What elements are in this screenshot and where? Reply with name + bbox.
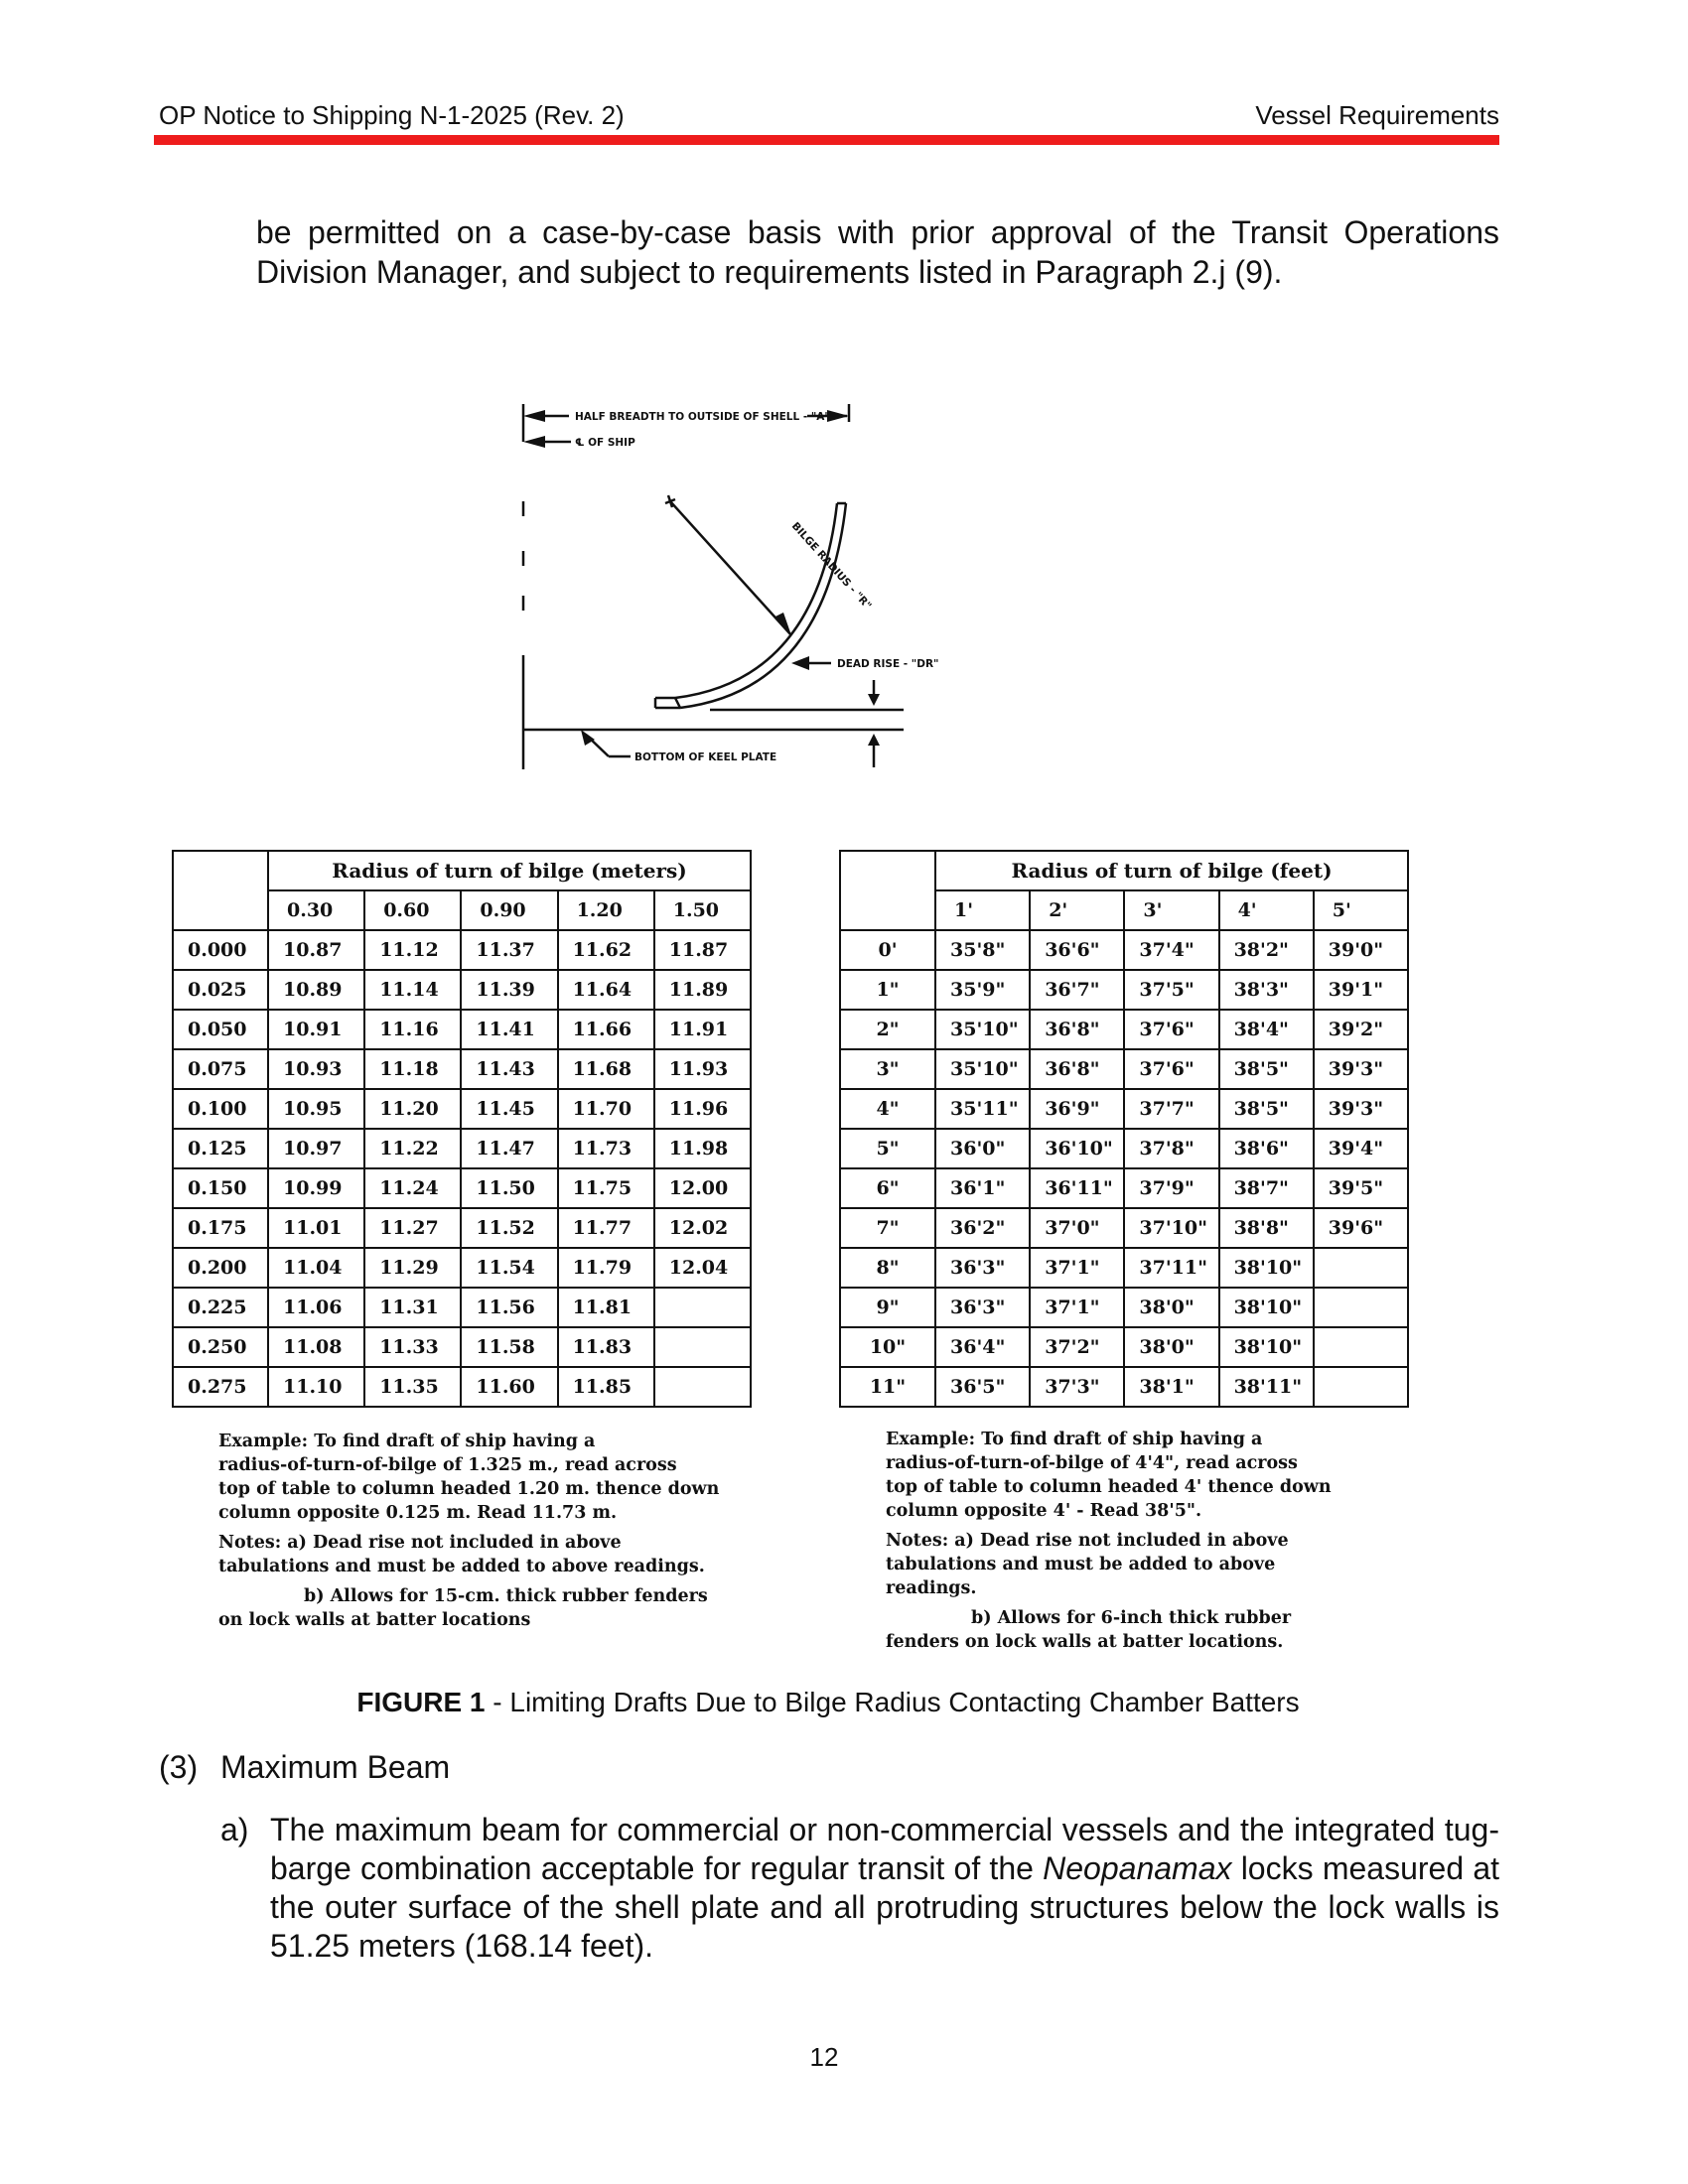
meters-draft-value: 11.04	[268, 1248, 364, 1288]
meters-table-row	[173, 1288, 751, 1327]
feet-column-header: 2'	[1030, 890, 1124, 930]
feet-draft-value: 39'3"	[1314, 1089, 1408, 1129]
meters-row-label: 0.150	[173, 1168, 268, 1208]
header-section-title: Vessel Requirements	[1255, 100, 1499, 130]
meters-table-row	[173, 970, 751, 1010]
meters-draft-value: 11.14	[364, 970, 461, 1010]
figure-label: FIGURE 1	[356, 1687, 486, 1717]
feet-corner-cell	[840, 851, 935, 890]
meters-draft-value: 11.29	[364, 1248, 461, 1288]
meters-draft-value: 11.08	[268, 1327, 364, 1367]
meters-draft-value: 11.31	[364, 1288, 461, 1327]
meters-table-row	[173, 930, 751, 970]
feet-draft-value: 39'2"	[1314, 1010, 1408, 1049]
meters-example-line: radius-of-turn-of-bilge of 1.325 m., read across	[218, 1455, 677, 1475]
feet-draft-value: 38'4"	[1219, 1010, 1314, 1049]
meters-draft-value: 11.16	[364, 1010, 461, 1049]
feet-draft-value: 37'6"	[1124, 1010, 1218, 1049]
feet-row-label: 9"	[840, 1288, 935, 1327]
meters-table-row	[173, 1248, 751, 1288]
meters-draft-value: 11.06	[268, 1288, 364, 1327]
feet-draft-value: 37'5"	[1124, 970, 1218, 1010]
feet-draft-value: 38'6"	[1219, 1129, 1314, 1168]
feet-draft-value: 35'11"	[935, 1089, 1030, 1129]
meters-column-header: 1.50	[654, 890, 751, 930]
meters-notes-a	[218, 1531, 814, 1578]
meters-draft-value: 10.97	[268, 1129, 364, 1168]
meters-draft-value: 11.79	[558, 1248, 654, 1288]
feet-row-label: 7"	[840, 1208, 935, 1248]
feet-table-row	[840, 1288, 1408, 1327]
feet-draft-value: 37'11"	[1124, 1248, 1218, 1288]
bilge-radius-diagram	[511, 392, 1067, 789]
meters-draft-value: 11.52	[461, 1208, 557, 1248]
paragraph-a	[220, 1811, 1499, 1966]
feet-draft-value	[1314, 1327, 1408, 1367]
meters-row-label: 0.250	[173, 1327, 268, 1367]
feet-draft-value: 38'11"	[1219, 1367, 1314, 1407]
meters-draft-value: 11.01	[268, 1208, 364, 1248]
meters-draft-value: 11.77	[558, 1208, 654, 1248]
meters-row-label: 0.175	[173, 1208, 268, 1248]
feet-header-row	[840, 890, 1408, 930]
meters-draft-value	[654, 1327, 751, 1367]
section-number: (3)	[159, 1749, 199, 1785]
paragraph-a-text-2: locks measured at the outer surface of the shell plate and all protruding structures below the lock walls is 51.25 meters (168.14 feet).	[270, 1850, 1500, 1964]
meters-draft-value: 11.89	[654, 970, 751, 1010]
meters-draft-value: 11.81	[558, 1288, 654, 1327]
feet-column-header: 1'	[935, 890, 1030, 930]
header-rule	[154, 135, 1499, 145]
paragraph-a-italic: Neopanamax	[1043, 1850, 1232, 1886]
feet-note-line: readings.	[886, 1578, 977, 1598]
meters-draft-value: 11.39	[461, 970, 557, 1010]
feet-row-label: 6"	[840, 1168, 935, 1208]
feet-draft-value: 38'5"	[1219, 1089, 1314, 1129]
feet-row-label: 5"	[840, 1129, 935, 1168]
feet-draft-value: 36'11"	[1030, 1168, 1124, 1208]
feet-table-row	[840, 1367, 1408, 1407]
meters-header-row	[173, 890, 751, 930]
dead-rise-label: DEAD RISE - "DR"	[837, 658, 939, 670]
feet-draft-value: 36'0"	[935, 1129, 1030, 1168]
feet-draft-value: 35'8"	[935, 930, 1030, 970]
feet-title-row	[840, 851, 1408, 890]
feet-draft-value: 35'10"	[935, 1049, 1030, 1089]
meters-draft-value: 12.00	[654, 1168, 751, 1208]
feet-column-header: 3'	[1124, 890, 1218, 930]
meters-row-label: 0.275	[173, 1367, 268, 1407]
meters-draft-value: 11.22	[364, 1129, 461, 1168]
feet-draft-value	[1314, 1288, 1408, 1327]
meters-draft-value: 11.18	[364, 1049, 461, 1089]
meters-draft-value	[654, 1288, 751, 1327]
feet-note-line: Notes: a) Dead rise not included in above	[886, 1531, 1289, 1551]
meters-draft-value: 11.85	[558, 1367, 654, 1407]
feet-row-label: 10"	[840, 1327, 935, 1367]
meters-column-header: 1.20	[558, 890, 654, 930]
feet-draft-value: 37'1"	[1030, 1288, 1124, 1327]
feet-table-title: Radius of turn of bilge (feet)	[935, 851, 1408, 890]
feet-table-row	[840, 970, 1408, 1010]
feet-table-row	[840, 1168, 1408, 1208]
meters-table-title: Radius of turn of bilge (meters)	[268, 851, 751, 890]
feet-row-label: 0'	[840, 930, 935, 970]
feet-table-row	[840, 930, 1408, 970]
feet-draft-value: 38'10"	[1219, 1327, 1314, 1367]
keel-plate-label: BOTTOM OF KEEL PLATE	[634, 751, 777, 763]
feet-row-label: 8"	[840, 1248, 935, 1288]
feet-draft-value: 37'1"	[1030, 1248, 1124, 1288]
meters-table-row	[173, 1367, 751, 1407]
meters-column-header: 0.60	[364, 890, 461, 930]
feet-draft-value	[1314, 1367, 1408, 1407]
feet-draft-value: 38'1"	[1124, 1367, 1218, 1407]
meters-draft-value: 11.70	[558, 1089, 654, 1129]
feet-draft-value: 36'3"	[935, 1288, 1030, 1327]
feet-corner-cell	[840, 890, 935, 930]
meters-column-header: 0.30	[268, 890, 364, 930]
meters-row-label: 0.050	[173, 1010, 268, 1049]
feet-draft-value: 36'8"	[1030, 1010, 1124, 1049]
intro-paragraph: be permitted on a case-by-case basis with prior approval of the Transit Operations Division Manager, and subject to requirements listed in Paragraph 2.j (9).	[256, 214, 1499, 290]
meters-draft-value: 11.10	[268, 1367, 364, 1407]
feet-draft-value: 37'10"	[1124, 1208, 1218, 1248]
meters-draft-value: 12.02	[654, 1208, 751, 1248]
meters-title-row	[173, 851, 751, 890]
meters-draft-value: 11.93	[654, 1049, 751, 1089]
bilge-radius-label: BILGE RADIUS - "R"	[788, 519, 874, 613]
meters-table-row	[173, 1208, 751, 1248]
meters-column-header: 0.90	[461, 890, 557, 930]
feet-example-line: Example: To find draft of ship having a	[886, 1430, 1263, 1449]
meters-draft-value: 10.99	[268, 1168, 364, 1208]
feet-draft-value	[1314, 1248, 1408, 1288]
feet-table-row	[840, 1129, 1408, 1168]
meters-corner-cell	[173, 851, 268, 890]
feet-row-label: 1"	[840, 970, 935, 1010]
feet-draft-value: 36'7"	[1030, 970, 1124, 1010]
meters-draft-value: 11.68	[558, 1049, 654, 1089]
meters-note-line: Notes: a) Dead rise not included in above	[218, 1533, 622, 1553]
meters-draft-value: 11.60	[461, 1367, 557, 1407]
meters-row-label: 0.025	[173, 970, 268, 1010]
meters-table-notes	[218, 1430, 814, 1632]
feet-draft-value: 38'5"	[1219, 1049, 1314, 1089]
feet-draft-value: 38'10"	[1219, 1288, 1314, 1327]
meters-draft-value: 11.43	[461, 1049, 557, 1089]
feet-draft-value: 39'3"	[1314, 1049, 1408, 1089]
meters-draft-value: 11.37	[461, 930, 557, 970]
paragraph-a-text	[270, 1811, 1499, 1966]
feet-draft-value: 38'0"	[1124, 1327, 1218, 1367]
header-document-title: OP Notice to Shipping N-1-2025 (Rev. 2)	[159, 100, 625, 130]
feet-draft-value: 36'5"	[935, 1367, 1030, 1407]
meters-note-b: b) Allows for 15-cm. thick rubber fenders	[304, 1586, 708, 1606]
feet-example-line: column opposite 4' - Read 38'5".	[886, 1501, 1202, 1521]
feet-draft-value: 39'4"	[1314, 1129, 1408, 1168]
figure-caption	[0, 1687, 1656, 1718]
feet-row-label: 3"	[840, 1049, 935, 1089]
meters-draft-value: 11.54	[461, 1248, 557, 1288]
feet-draft-table	[839, 850, 1409, 1408]
meters-draft-value: 11.87	[654, 930, 751, 970]
meters-draft-value: 11.98	[654, 1129, 751, 1168]
feet-table-row	[840, 1248, 1408, 1288]
feet-draft-value: 39'1"	[1314, 970, 1408, 1010]
feet-draft-value: 37'0"	[1030, 1208, 1124, 1248]
meters-draft-value: 11.12	[364, 930, 461, 970]
centerline-label: ℄ OF SHIP	[575, 437, 635, 449]
feet-draft-value: 36'3"	[935, 1248, 1030, 1288]
feet-note-b: b) Allows for 6-inch thick rubber	[971, 1608, 1292, 1628]
feet-draft-value: 39'6"	[1314, 1208, 1408, 1248]
meters-draft-value: 11.91	[654, 1010, 751, 1049]
feet-draft-value: 37'6"	[1124, 1049, 1218, 1089]
feet-table-row	[840, 1049, 1408, 1089]
meters-example-line: column opposite 0.125 m. Read 11.73 m.	[218, 1503, 618, 1523]
meters-draft-value: 11.64	[558, 970, 654, 1010]
feet-draft-value: 37'4"	[1124, 930, 1218, 970]
meters-example	[218, 1430, 814, 1525]
feet-table-row	[840, 1010, 1408, 1049]
meters-row-label: 0.200	[173, 1248, 268, 1288]
meters-draft-table	[172, 850, 752, 1408]
feet-column-header: 5'	[1314, 890, 1408, 930]
feet-draft-value: 36'9"	[1030, 1089, 1124, 1129]
meters-row-label: 0.000	[173, 930, 268, 970]
feet-example	[886, 1428, 1442, 1523]
meters-draft-value: 11.50	[461, 1168, 557, 1208]
feet-draft-value: 38'8"	[1219, 1208, 1314, 1248]
meters-note-line: tabulations and must be added to above readings.	[218, 1557, 705, 1576]
meters-row-label: 0.125	[173, 1129, 268, 1168]
feet-notes-a	[886, 1529, 1442, 1600]
meters-table-row	[173, 1168, 751, 1208]
meters-table-row	[173, 1049, 751, 1089]
half-breadth-label: HALF BREADTH TO OUTSIDE OF SHELL - "A"	[575, 411, 830, 423]
meters-draft-value: 11.41	[461, 1010, 557, 1049]
meters-row-label: 0.100	[173, 1089, 268, 1129]
meters-draft-value: 11.96	[654, 1089, 751, 1129]
feet-note-line: tabulations and must be added to above	[886, 1555, 1276, 1574]
meters-draft-value: 10.91	[268, 1010, 364, 1049]
meters-draft-value	[654, 1367, 751, 1407]
meters-draft-value: 11.66	[558, 1010, 654, 1049]
meters-table-row	[173, 1010, 751, 1049]
meters-draft-value: 12.04	[654, 1248, 751, 1288]
meters-draft-value: 11.33	[364, 1327, 461, 1367]
feet-draft-value: 36'6"	[1030, 930, 1124, 970]
meters-draft-value: 11.47	[461, 1129, 557, 1168]
feet-draft-value: 37'3"	[1030, 1367, 1124, 1407]
paragraph-a-text-1: The maximum beam for commercial or non-commercial vessels and the integrated tug-barge combination acceptable for regular transit of the	[270, 1812, 1499, 1886]
feet-draft-value: 36'8"	[1030, 1049, 1124, 1089]
meters-example-line: top of table to column headed 1.20 m. thence down	[218, 1479, 720, 1499]
feet-draft-value: 37'9"	[1124, 1168, 1218, 1208]
meters-draft-value: 11.58	[461, 1327, 557, 1367]
meters-draft-value: 11.45	[461, 1089, 557, 1129]
feet-draft-value: 36'4"	[935, 1327, 1030, 1367]
feet-row-label: 2"	[840, 1010, 935, 1049]
meters-note-b-cont: on lock walls at batter locations	[218, 1610, 531, 1630]
feet-draft-value: 35'10"	[935, 1010, 1030, 1049]
meters-draft-value: 11.56	[461, 1288, 557, 1327]
feet-draft-value: 37'8"	[1124, 1129, 1218, 1168]
feet-draft-value: 38'0"	[1124, 1288, 1218, 1327]
feet-draft-value: 36'10"	[1030, 1129, 1124, 1168]
meters-draft-value: 11.24	[364, 1168, 461, 1208]
feet-draft-value: 38'7"	[1219, 1168, 1314, 1208]
meters-corner-cell	[173, 890, 268, 930]
page-number: 12	[809, 2042, 839, 2072]
feet-draft-value: 38'2"	[1219, 930, 1314, 970]
meters-row-label: 0.225	[173, 1288, 268, 1327]
feet-column-header: 4'	[1219, 890, 1314, 930]
meters-draft-value: 11.75	[558, 1168, 654, 1208]
meters-draft-value: 10.87	[268, 930, 364, 970]
feet-example-line: radius-of-turn-of-bilge of 4'4", read across	[886, 1453, 1298, 1473]
meters-row-label: 0.075	[173, 1049, 268, 1089]
feet-draft-value: 39'0"	[1314, 930, 1408, 970]
feet-table-notes	[886, 1428, 1442, 1654]
feet-draft-value: 38'10"	[1219, 1248, 1314, 1288]
feet-draft-value: 36'2"	[935, 1208, 1030, 1248]
feet-table-row	[840, 1089, 1408, 1129]
meters-table-row	[173, 1327, 751, 1367]
meters-draft-value: 11.62	[558, 930, 654, 970]
meters-table-row	[173, 1089, 751, 1129]
figure-caption-text: - Limiting Drafts Due to Bilge Radius Contacting Chamber Batters	[485, 1687, 1300, 1717]
feet-draft-value: 36'1"	[935, 1168, 1030, 1208]
meters-draft-value: 11.35	[364, 1367, 461, 1407]
feet-draft-value: 35'9"	[935, 970, 1030, 1010]
section-heading	[159, 1749, 450, 1786]
feet-draft-value: 39'5"	[1314, 1168, 1408, 1208]
meters-draft-value: 11.73	[558, 1129, 654, 1168]
feet-table-row	[840, 1327, 1408, 1367]
meters-table-row	[173, 1129, 751, 1168]
meters-draft-value: 10.89	[268, 970, 364, 1010]
feet-row-label: 4"	[840, 1089, 935, 1129]
meters-draft-value: 11.27	[364, 1208, 461, 1248]
feet-draft-value: 37'2"	[1030, 1327, 1124, 1367]
feet-example-line: top of table to column headed 4' thence down	[886, 1477, 1332, 1497]
meters-draft-value: 11.83	[558, 1327, 654, 1367]
feet-row-label: 11"	[840, 1367, 935, 1407]
meters-draft-value: 10.95	[268, 1089, 364, 1129]
paragraph-a-label: a)	[220, 1812, 249, 1847]
meters-draft-value: 11.20	[364, 1089, 461, 1129]
feet-draft-value: 38'3"	[1219, 970, 1314, 1010]
section-title: Maximum Beam	[220, 1749, 451, 1785]
feet-draft-value: 37'7"	[1124, 1089, 1218, 1129]
feet-note-b-cont: fenders on lock walls at batter locations.	[886, 1632, 1284, 1652]
feet-table-row	[840, 1208, 1408, 1248]
meters-draft-value: 10.93	[268, 1049, 364, 1089]
meters-example-line: Example: To find draft of ship having a	[218, 1432, 596, 1451]
